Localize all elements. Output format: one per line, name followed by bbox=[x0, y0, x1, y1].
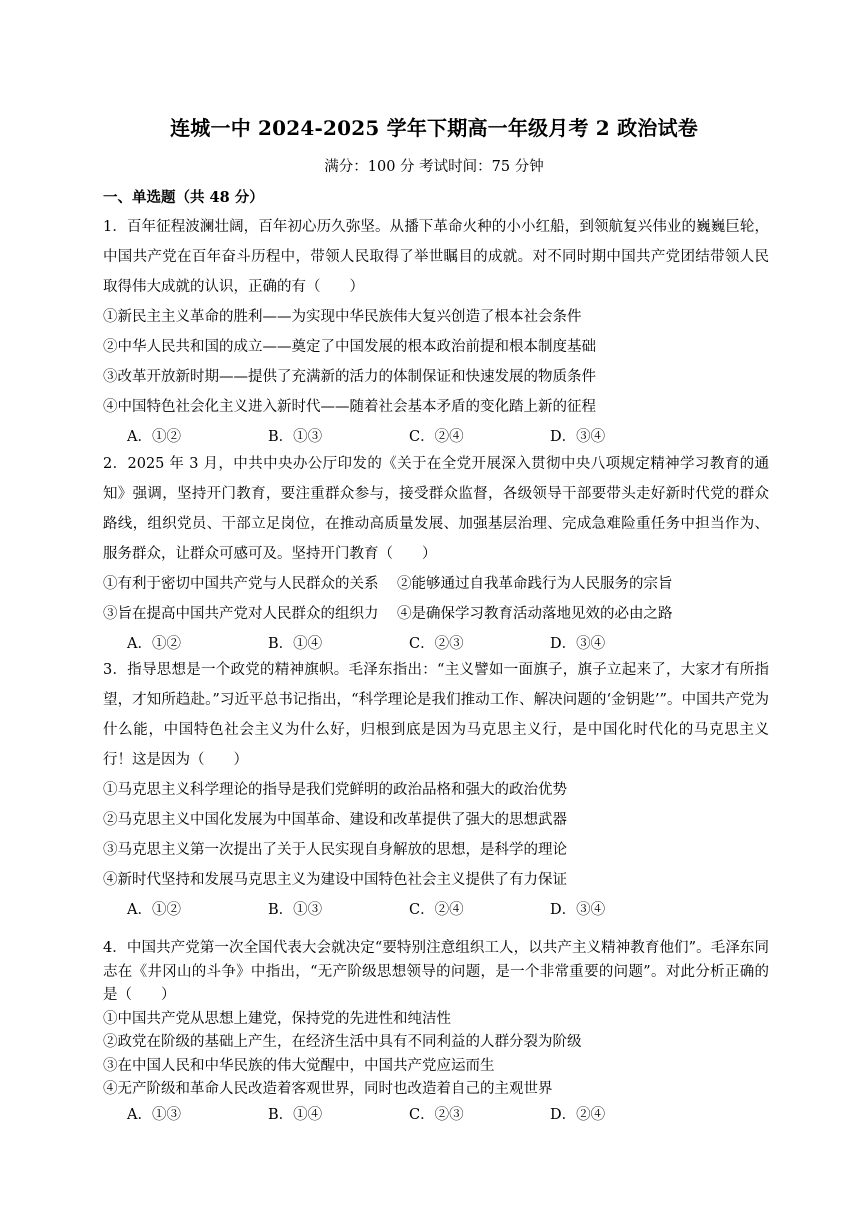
exam-subtitle: 满分：100 分 考试时间：75 分钟 bbox=[324, 159, 544, 175]
statement-option: ③旨在提高中国共产党对人民群众的组织力 bbox=[103, 606, 379, 622]
statement-option: ①新民主主义革命的胜利——为实现中华民族伟大复兴创造了根本社会条件 bbox=[103, 309, 582, 325]
choice-c: C．②④ bbox=[409, 429, 464, 445]
choice-b: B．①④ bbox=[268, 636, 323, 652]
statement-option: ④无产阶级和革命人民改造着客观世界，同时也改造着自己的主观世界 bbox=[103, 1081, 553, 1097]
choice-a: A．①② bbox=[127, 429, 181, 445]
statement-row bbox=[103, 599, 769, 629]
choice-d: D．③④ bbox=[550, 636, 606, 652]
question-1 bbox=[103, 212, 769, 452]
question-stem: 4．中国共产党第一次全国代表大会就决定“要特别注意组织工人，以共产主义精神教育他们”。毛泽东同志在《井冈山的斗争》中指出，“无产阶级思想领导的问题，是一个非常重要的问题”。对此分析正确的是（ ） bbox=[103, 940, 769, 1003]
statement-option: ①有利于密切中国共产党与人民群众的关系 bbox=[103, 576, 379, 592]
question-3 bbox=[103, 655, 769, 925]
statement-option: ④是确保学习教育活动落地见效的必由之路 bbox=[397, 606, 673, 622]
choice-a: A．①② bbox=[127, 636, 181, 652]
statement-option: ②政党在阶级的基础上产生，在经济生活中具有不同利益的人群分裂为阶级 bbox=[103, 1034, 582, 1050]
choice-d: D．②④ bbox=[550, 1106, 606, 1123]
question-stem: 3．指导思想是一个政党的精神旗帜。毛泽东指出：“主义譬如一面旗子，旗子立起来了，大家才有所指望，才知所趋赴。”习近平总书记指出，“科学理论是我们推动工作、解决问题的‘金钥匙’”。中国共产党为什么能，中国特色社会主义为什么好，归根到底是因为马克思主义行，是中国化时代化的马克思主义行！这是因为（ ） bbox=[103, 662, 769, 768]
choice-a: A．①② bbox=[127, 902, 181, 918]
exam-title: 连城一中 2024-2025 学年下期高一年级月考 2 政治试卷 bbox=[170, 116, 698, 140]
choice-c: C．②④ bbox=[409, 902, 464, 918]
statement-option: ④新时代坚持和发展马克思主义为建设中国特色社会主义提供了有力保证 bbox=[103, 872, 567, 888]
question-stem: 2．2025 年 3 月，中共中央办公厅印发的《关于在全党开展深入贯彻中央八项规定精神学习教育的通知》强调，坚持开门教育，要注重群众参与，接受群众监督，各级领导干部要带头走好新时代党的群众路线，组织党员、干部立足岗位，在推动高质量发展、加强基层治理、完成急难险重任务中担当作为、服务群众，让群众可感可及。坚持开门教育（ ） bbox=[103, 456, 769, 562]
statement-option: ③改革开放新时期——提供了充满新的活力的体制保证和快速发展的物质条件 bbox=[103, 369, 596, 385]
choice-b: B．①④ bbox=[268, 1106, 323, 1123]
choice-d: D．③④ bbox=[550, 902, 606, 918]
question-2 bbox=[103, 449, 769, 659]
answer-choices bbox=[103, 1102, 769, 1128]
statement-option: ①中国共产党从思想上建党，保持党的先进性和纯洁性 bbox=[103, 1010, 451, 1027]
section-heading: 一、单选题（共 48 分） bbox=[103, 189, 264, 206]
choice-c: C．②③ bbox=[409, 1106, 464, 1123]
answer-choices bbox=[103, 422, 769, 452]
question-stem: 1．百年征程波澜壮阔，百年初心历久弥坚。从播下革命火种的小小红船，到领航复兴伟业的巍巍巨轮，中国共产党在百年奋斗历程中，带领人民取得了举世瞩目的成就。对不同时期中国共产党团结带领人民取得伟大成就的认识，正确的有（ ） bbox=[103, 219, 769, 295]
answer-choices bbox=[103, 895, 769, 925]
statement-option: ③马克思主义第一次提出了关于人民实现自身解放的思想，是科学的理论 bbox=[103, 842, 567, 858]
choice-d: D．③④ bbox=[550, 429, 606, 445]
choice-c: C．②③ bbox=[409, 636, 464, 652]
choice-b: B．①③ bbox=[268, 429, 323, 445]
statement-option: ④中国特色社会化主义进入新时代——随着社会基本矛盾的变化踏上新的征程 bbox=[103, 399, 596, 415]
statement-option: ②马克思主义中国化发展为中国革命、建设和改革提供了强大的思想武器 bbox=[103, 812, 567, 828]
choice-a: A．①③ bbox=[127, 1106, 181, 1123]
question-4 bbox=[103, 937, 769, 1128]
statement-option: ①马克思主义科学理论的指导是我们党鲜明的政治品格和强大的政治优势 bbox=[103, 782, 567, 798]
choice-b: B．①③ bbox=[268, 902, 323, 918]
statement-option: ③在中国人民和中华民族的伟大觉醒中，中国共产党应运而生 bbox=[103, 1057, 495, 1074]
statement-option: ②中华人民共和国的成立——奠定了中国发展的根本政治前提和根本制度基础 bbox=[103, 339, 596, 355]
statement-option: ②能够通过自我革命践行为人民服务的宗旨 bbox=[397, 576, 673, 592]
statement-row bbox=[103, 569, 769, 599]
